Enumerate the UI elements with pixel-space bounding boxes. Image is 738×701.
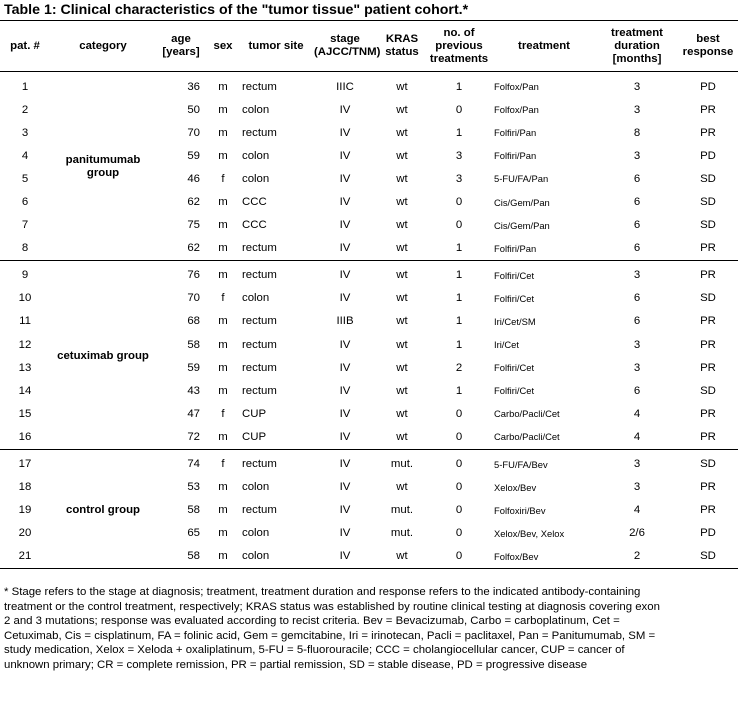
cell-pat: 17 <box>18 458 32 471</box>
cell-age: 75 <box>187 219 200 232</box>
cell-prev: 0 <box>455 481 463 494</box>
cell-kras: wt <box>396 338 408 351</box>
cell-site: rectum <box>242 80 277 93</box>
cell-treatment: Carbo/Pacli/Cet <box>494 408 560 420</box>
cell-prev: 0 <box>455 103 463 116</box>
cell-treatment: Folfox/Pan <box>494 104 539 116</box>
table-header <box>0 21 738 72</box>
cell-kras: wt <box>396 292 408 305</box>
cell-duration: 3 <box>633 361 641 374</box>
cell-response: SD <box>700 196 716 209</box>
cell-prev: 3 <box>455 172 463 185</box>
cell-kras: wt <box>396 550 408 563</box>
cell-pat: 16 <box>18 430 32 443</box>
cell-prev: 2 <box>455 361 463 374</box>
cell-site: colon <box>242 149 270 162</box>
cell-age: 68 <box>187 315 200 328</box>
cell-site: colon <box>242 550 270 563</box>
cell-kras: wt <box>396 269 408 282</box>
cell-prev: 1 <box>455 269 463 282</box>
cell-treatment: 5-FU/FA/Pan <box>494 173 549 185</box>
cell-pat: 10 <box>18 292 32 305</box>
cell-sex: f <box>221 292 225 305</box>
cell-duration: 6 <box>633 315 641 328</box>
cell-prev: 1 <box>455 126 463 139</box>
cell-sex: m <box>218 103 228 116</box>
cell-stage: IV <box>339 196 351 209</box>
cell-pat: 11 <box>19 315 31 328</box>
table-row <box>0 260 738 287</box>
cell-age: 50 <box>187 103 200 116</box>
cell-stage: IV <box>339 458 351 471</box>
cell-stage: IV <box>339 384 351 397</box>
cell-stage: IV <box>339 504 351 517</box>
cell-stage: IIIC <box>336 80 354 93</box>
cell-duration: 2 <box>633 550 641 563</box>
table-footnote: * Stage refers to the stage at diagnosis; treatment, treatment duration and response refers to the indicated antibody-containing treatment or the control treatment, respectively; KRAS status was established by routine clinical testing at diagnosis covering exon 2 and 3 mutations; response was evaluated according to recist criteria. Bev = Bevacizumab, Carbo = carboplatinum, Cet = Cetuximab, Cis = cisplatinum, FA = folinic acid, Gem = gemcitabine, Iri = irinotecan, Pacli = paclitaxel, Pan = Panitumumab, SM = study medication, Xelox = Xeloda + oxaliplatinum, 5-FU = 5-fluorouracile; CCC = cholangiocellular cancer, CUP = cancer of unknown primary; CR = complete remission, PR = partial remission, SD = stable disease, PD = progressive disease <box>4 586 660 671</box>
table-row <box>0 72 738 99</box>
cell-site: rectum <box>242 361 277 374</box>
cell-sex: m <box>218 196 228 209</box>
cell-pat: 7 <box>21 219 29 232</box>
cell-prev: 1 <box>455 384 463 397</box>
cell-duration: 6 <box>633 196 641 209</box>
cell-stage: IV <box>339 219 351 232</box>
cell-sex: m <box>218 315 228 328</box>
cell-prev: 0 <box>455 219 463 232</box>
cell-kras: wt <box>396 219 408 232</box>
cell-site: colon <box>242 103 270 116</box>
cell-sex: m <box>218 219 228 232</box>
cell-prev: 1 <box>455 292 463 305</box>
cell-age: 62 <box>187 242 200 255</box>
cell-treatment: Folfiri/Cet <box>494 269 535 281</box>
cell-duration: 4 <box>633 430 641 443</box>
cell-response: PR <box>700 407 716 420</box>
cell-age: 53 <box>187 481 200 494</box>
cell-pat: 6 <box>21 196 29 209</box>
cell-pat: 9 <box>21 269 29 282</box>
clinical-table <box>0 20 738 569</box>
cell-treatment: Xelox/Bev <box>494 481 537 493</box>
col-header-kras: KRAS status <box>385 33 419 58</box>
cell-site: rectum <box>242 384 277 397</box>
cell-response: PR <box>700 504 716 517</box>
cell-sex: m <box>218 149 228 162</box>
cell-age: 43 <box>187 384 200 397</box>
cell-age: 70 <box>187 126 200 139</box>
cell-prev: 0 <box>455 430 463 443</box>
cell-kras: wt <box>396 430 408 443</box>
cell-stage: IV <box>339 338 351 351</box>
cell-stage: IV <box>339 172 351 185</box>
cell-response: PD <box>700 149 716 162</box>
cell-kras: wt <box>396 172 408 185</box>
cell-treatment: Folfiri/Cet <box>494 385 535 397</box>
cell-response: PR <box>700 242 716 255</box>
cell-age: 70 <box>187 292 200 305</box>
cell-pat: 21 <box>18 550 32 563</box>
cell-pat: 4 <box>21 149 29 162</box>
cell-kras: mut. <box>390 527 414 540</box>
cell-duration: 6 <box>633 242 641 255</box>
cell-treatment: Folfox/Bev <box>494 550 539 562</box>
col-header-duration: treatment duration [months] <box>611 26 663 65</box>
cell-prev: 0 <box>455 196 463 209</box>
cell-prev: 0 <box>455 504 463 517</box>
cell-site: CUP <box>242 430 267 443</box>
cell-site: rectum <box>242 242 277 255</box>
cell-pat: 12 <box>18 338 32 351</box>
cell-duration: 3 <box>633 269 641 282</box>
cell-response: PR <box>700 103 716 116</box>
cell-site: rectum <box>242 338 277 351</box>
cell-kras: wt <box>396 481 408 494</box>
cell-stage: IIIB <box>336 315 354 328</box>
cell-prev: 0 <box>455 458 463 471</box>
cell-response: SD <box>700 292 716 305</box>
cell-duration: 6 <box>633 172 641 185</box>
cell-age: 59 <box>187 149 200 162</box>
cell-stage: IV <box>339 361 351 374</box>
cell-duration: 6 <box>633 292 641 305</box>
cell-stage: IV <box>339 126 351 139</box>
cell-kras: wt <box>396 384 408 397</box>
col-header-response: best response <box>682 33 734 58</box>
cell-prev: 1 <box>455 338 463 351</box>
cell-treatment: Folfiri/Cet <box>494 362 535 374</box>
cell-pat: 3 <box>21 126 29 139</box>
cell-prev: 0 <box>455 407 463 420</box>
cell-site: rectum <box>242 458 277 471</box>
cell-site: rectum <box>242 315 277 328</box>
cell-site: colon <box>242 481 270 494</box>
cell-treatment: Iri/Cet <box>494 339 520 351</box>
cell-sex: m <box>218 80 228 93</box>
cell-site: rectum <box>242 269 277 282</box>
cell-kras: wt <box>396 196 408 209</box>
cell-site: CCC <box>242 196 267 209</box>
cell-duration: 3 <box>633 338 641 351</box>
cell-duration: 4 <box>633 407 641 420</box>
cell-kras: wt <box>396 315 408 328</box>
col-header-pat: pat. # <box>10 39 40 52</box>
cell-age: 76 <box>187 269 200 282</box>
cell-treatment: 5-FU/FA/Bev <box>494 458 548 470</box>
cell-site: rectum <box>242 126 277 139</box>
cell-age: 72 <box>187 430 200 443</box>
cell-sex: m <box>218 550 228 563</box>
cell-response: SD <box>700 550 716 563</box>
cell-duration: 4 <box>633 504 641 517</box>
cell-site: colon <box>242 527 270 540</box>
cell-stage: IV <box>339 292 351 305</box>
cell-sex: f <box>221 458 225 471</box>
cell-prev: 0 <box>455 550 463 563</box>
col-header-sex: sex <box>213 39 233 52</box>
cell-sex: m <box>218 384 228 397</box>
cell-response: SD <box>700 219 716 232</box>
cell-pat: 20 <box>18 527 32 540</box>
cell-sex: m <box>218 481 228 494</box>
cell-duration: 3 <box>633 458 641 471</box>
cell-sex: m <box>218 242 228 255</box>
cell-response: PR <box>700 481 716 494</box>
cell-pat: 14 <box>18 384 32 397</box>
cell-pat: 18 <box>18 481 32 494</box>
cell-kras: wt <box>396 80 408 93</box>
cell-kras: mut. <box>390 504 414 517</box>
cell-stage: IV <box>339 242 351 255</box>
cell-stage: IV <box>339 430 351 443</box>
cell-kras: wt <box>396 149 408 162</box>
cell-prev: 1 <box>455 80 463 93</box>
category-label: control group <box>65 503 141 516</box>
table-row <box>0 449 738 476</box>
cell-response: PR <box>700 430 716 443</box>
cell-duration: 3 <box>633 103 641 116</box>
col-header-site: tumor site <box>248 39 304 52</box>
cell-duration: 8 <box>633 126 641 139</box>
cell-pat: 2 <box>21 103 29 116</box>
cell-treatment: Folfiri/Pan <box>494 242 537 254</box>
cell-site: CUP <box>242 407 267 420</box>
cell-kras: wt <box>396 126 408 139</box>
cell-treatment: Folfiri/Pan <box>494 127 537 139</box>
cell-response: PR <box>700 361 716 374</box>
cell-age: 46 <box>187 172 200 185</box>
cell-sex: m <box>218 126 228 139</box>
cell-age: 59 <box>187 361 200 374</box>
cell-duration: 3 <box>633 80 641 93</box>
cell-site: colon <box>242 172 270 185</box>
cell-pat: 1 <box>21 80 29 93</box>
cell-site: colon <box>242 292 270 305</box>
cell-age: 65 <box>187 527 200 540</box>
cell-sex: m <box>218 361 228 374</box>
cell-age: 58 <box>187 338 200 351</box>
cell-stage: IV <box>339 481 351 494</box>
cell-treatment: Cis/Gem/Pan <box>494 196 550 208</box>
cell-prev: 3 <box>455 149 463 162</box>
cell-pat: 15 <box>18 407 32 420</box>
cell-sex: m <box>218 430 228 443</box>
cell-sex: m <box>218 527 228 540</box>
cell-kras: mut. <box>390 458 414 471</box>
cell-prev: 1 <box>455 242 463 255</box>
cell-pat: 13 <box>18 361 32 374</box>
col-header-treatment: treatment <box>518 39 570 52</box>
cell-response: PR <box>700 338 716 351</box>
cell-response: SD <box>700 384 716 397</box>
cell-sex: m <box>218 504 228 517</box>
cell-response: PD <box>700 80 716 93</box>
cell-duration: 6 <box>633 219 641 232</box>
cell-kras: wt <box>396 103 408 116</box>
cell-treatment: Folfiri/Pan <box>494 150 537 162</box>
category-label: cetuximab group <box>57 349 149 362</box>
cell-sex: f <box>221 172 225 185</box>
cell-site: rectum <box>242 504 277 517</box>
cell-treatment: Iri/Cet/SM <box>494 315 536 327</box>
cell-sex: m <box>218 338 228 351</box>
cell-pat: 5 <box>21 172 29 185</box>
cell-stage: IV <box>339 407 351 420</box>
cell-kras: wt <box>396 242 408 255</box>
cell-duration: 2/6 <box>629 527 645 540</box>
cell-stage: IV <box>339 103 351 116</box>
cell-response: SD <box>700 172 716 185</box>
cell-duration: 6 <box>633 384 641 397</box>
cell-prev: 0 <box>455 527 463 540</box>
cell-stage: IV <box>339 269 351 282</box>
cell-prev: 1 <box>455 315 463 328</box>
cell-age: 36 <box>187 80 200 93</box>
cell-age: 74 <box>187 458 200 471</box>
cell-sex: m <box>218 269 228 282</box>
cell-kras: wt <box>396 407 408 420</box>
cell-response: PR <box>700 126 716 139</box>
cell-treatment: Folfoxiri/Bev <box>494 504 546 516</box>
cell-age: 58 <box>187 550 200 563</box>
cell-response: SD <box>700 458 716 471</box>
cell-kras: wt <box>396 361 408 374</box>
cell-pat: 8 <box>21 242 29 255</box>
cell-age: 58 <box>187 504 200 517</box>
cell-response: PR <box>700 269 716 282</box>
cell-stage: IV <box>339 149 351 162</box>
col-header-age: age [years] <box>162 33 200 58</box>
cell-site: CCC <box>242 219 267 232</box>
cell-treatment: Folfiri/Cet <box>494 292 535 304</box>
col-header-category: category <box>79 39 127 52</box>
table-title: Table 1: Clinical characteristics of the "tumor tissue" patient cohort.* <box>4 2 469 18</box>
cell-treatment: Cis/Gem/Pan <box>494 219 550 231</box>
cell-pat: 19 <box>18 504 32 517</box>
cell-treatment: Xelox/Bev, Xelox <box>494 527 565 539</box>
cell-age: 62 <box>187 196 200 209</box>
cell-age: 47 <box>187 407 200 420</box>
cell-response: PD <box>700 527 716 540</box>
cell-response: PR <box>700 315 716 328</box>
category-label: panitumumab group <box>65 154 141 180</box>
cell-stage: IV <box>339 527 351 540</box>
cell-treatment: Folfox/Pan <box>494 81 539 93</box>
cell-duration: 3 <box>633 481 641 494</box>
col-header-prev: no. of previous treatments <box>429 26 489 65</box>
cell-duration: 3 <box>633 149 641 162</box>
cell-treatment: Carbo/Pacli/Cet <box>494 431 560 443</box>
table-body <box>0 72 738 569</box>
cell-sex: f <box>221 407 225 420</box>
col-header-stage: stage (AJCC/TNM) <box>314 33 381 58</box>
cell-stage: IV <box>339 550 351 563</box>
